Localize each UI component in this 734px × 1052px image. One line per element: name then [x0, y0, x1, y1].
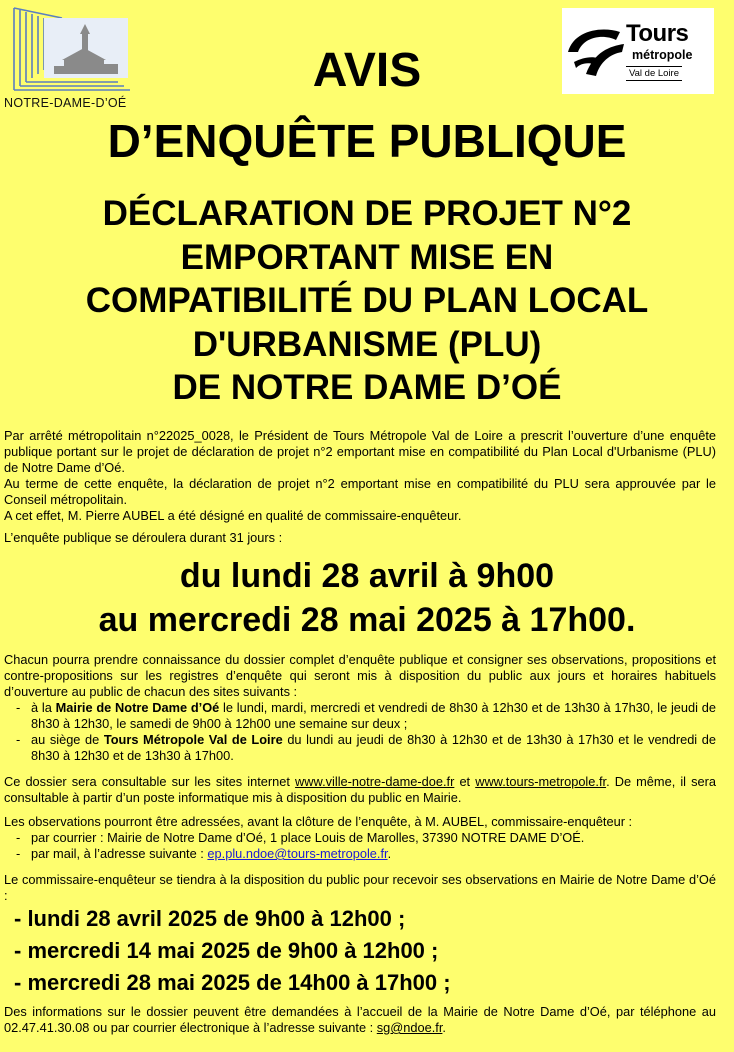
- link-tours-metropole[interactable]: www.tours-metropole.fr: [475, 774, 607, 789]
- project-subtitle: [0, 192, 734, 410]
- site-metropole: - au siège de Tours Métropole Val de Loire du lundi au jeudi de 8h30 à 12h30 et de 13h30 à 17h30 et le vendredi de 8h30 à 12h30 et de 13h30 à 17h00.: [4, 732, 716, 764]
- permanence-item: - mercredi 28 mai 2025 de 14h00 à 17h00 ;: [14, 970, 451, 995]
- observations-section: [4, 814, 716, 862]
- observation-by-mail: - par courrier : Mairie de Notre Dame d’Oé, 1 place Louis de Marolles, 37390 NOTRE DAME D’OÉ.: [4, 830, 716, 846]
- subtitle-line: D'URBANISME (PLU): [192, 324, 542, 364]
- sites-list: [4, 700, 716, 764]
- subtitle-line: COMPATIBILITÉ DU PLAN LOCAL: [85, 281, 649, 320]
- duration-text: L’enquête publique se déroulera durant 31 jours :: [4, 530, 283, 545]
- link-ville-notre-dame-doe[interactable]: www.ville-notre-dame-doe.fr: [295, 774, 455, 789]
- site-mairie-name: Mairie de Notre Dame d’Oé: [55, 700, 220, 715]
- subtitle-line: DE NOTRE DAME D’OÉ: [172, 368, 562, 407]
- intro-section: [4, 428, 716, 546]
- subtitle-line: EMPORTANT MISE EN: [180, 237, 554, 277]
- footer-info: Des informations sur le dossier peuvent être demandées à l’accueil de la Mairie de Notre Dame d’Oé, par téléphone au 02.47.41.30.08 ou par courrier électronique à l’adresse suivante : sg@ndoe.fr.: [4, 1004, 716, 1035]
- observations-intro: Les observations pourront être adressées, avant la clôture de l’enquête, à M. AUBEL, commissaire-enquêteur :: [4, 814, 633, 829]
- email-link[interactable]: ep.plu.ndoe@tours-metropole.fr: [207, 846, 388, 861]
- permanence-item: - lundi 28 avril 2025 de 9h00 à 12h00 ;: [14, 906, 406, 931]
- consultation-intro: Chacun pourra prendre connaissance du dossier complet d’enquête publique et consigner ses observations, propositions et contre-propositions sur les registres d’enquête qui seront mis à disposition du public aux jours et horaires habituels d’ouverture au public de chacun des sites suivants :: [4, 652, 716, 699]
- subtitle-line: DÉCLARATION DE PROJET N°2: [102, 194, 632, 233]
- date-start: du lundi 28 avril à 9h00: [179, 557, 555, 595]
- observation-by-email: - par mail, à l’adresse suivante : ep.plu.ndoe@tours-metropole.fr.: [4, 846, 716, 862]
- intro-paragraph: Par arrêté métropolitain n°22025_0028, le Président de Tours Métropole Val de Loire a prescrit l’ouverture d’une enquête publique portant sur le projet de déclaration de projet n°2 emportant mise en compatibilité du Plan Local d'Urbanisme (PLU) de Notre Dame d’Oé.: [4, 428, 716, 475]
- permanence-item: - mercredi 14 mai 2025 de 9h00 à 12h00 ;: [14, 938, 439, 963]
- title-avis: AVIS: [312, 44, 422, 97]
- permanences-intro: Le commissaire-enquêteur se tiendra à la disposition du public pour recevoir ses observations en Mairie de Notre Dame d’Oé :: [4, 872, 716, 903]
- observations-list: [4, 830, 716, 862]
- metropole-text: métropole: [632, 48, 693, 62]
- date-end: au mercredi 28 mai 2025 à 17h00.: [98, 601, 636, 639]
- consultation-section: [4, 652, 716, 764]
- site-metropole-name: Tours Métropole Val de Loire: [103, 732, 283, 747]
- title-enquete-publique: D’ENQUÊTE PUBLIQUE: [107, 115, 627, 167]
- intro-paragraph: Au terme de cette enquête, la déclaration de projet n°2 emportant mise en compatibilité du PLU sera approuvée par le Conseil métropolitain.: [4, 476, 716, 507]
- val-de-loire-tag: Val de Loire: [626, 66, 682, 81]
- email-sg-link[interactable]: sg@ndoe.fr: [376, 1020, 443, 1035]
- web-section: Ce dossier sera consultable sur les sites internet www.ville-notre-dame-doe.fr et www.tours-metropole.fr. De même, il sera consultable à partir d’un poste informatique mis à disposition du public en Mairie.: [4, 774, 716, 805]
- intro-paragraph: A cet effet, M. Pierre AUBEL a été désigné en qualité de commissaire-enquêteur.: [4, 508, 462, 523]
- notre-dame-doe-caption: NOTRE-DAME-D’OÉ: [4, 96, 127, 110]
- site-mairie: - à la Mairie de Notre Dame d’Oé le lundi, mardi, mercredi et vendredi de 8h30 à 12h30 et de 13h30 à 17h30, le jeudi de 8h30 à 12h30, le samedi de 9h00 à 12h00 une semaine sur deux ;: [4, 700, 716, 732]
- tours-brand-text: Tours: [626, 20, 689, 47]
